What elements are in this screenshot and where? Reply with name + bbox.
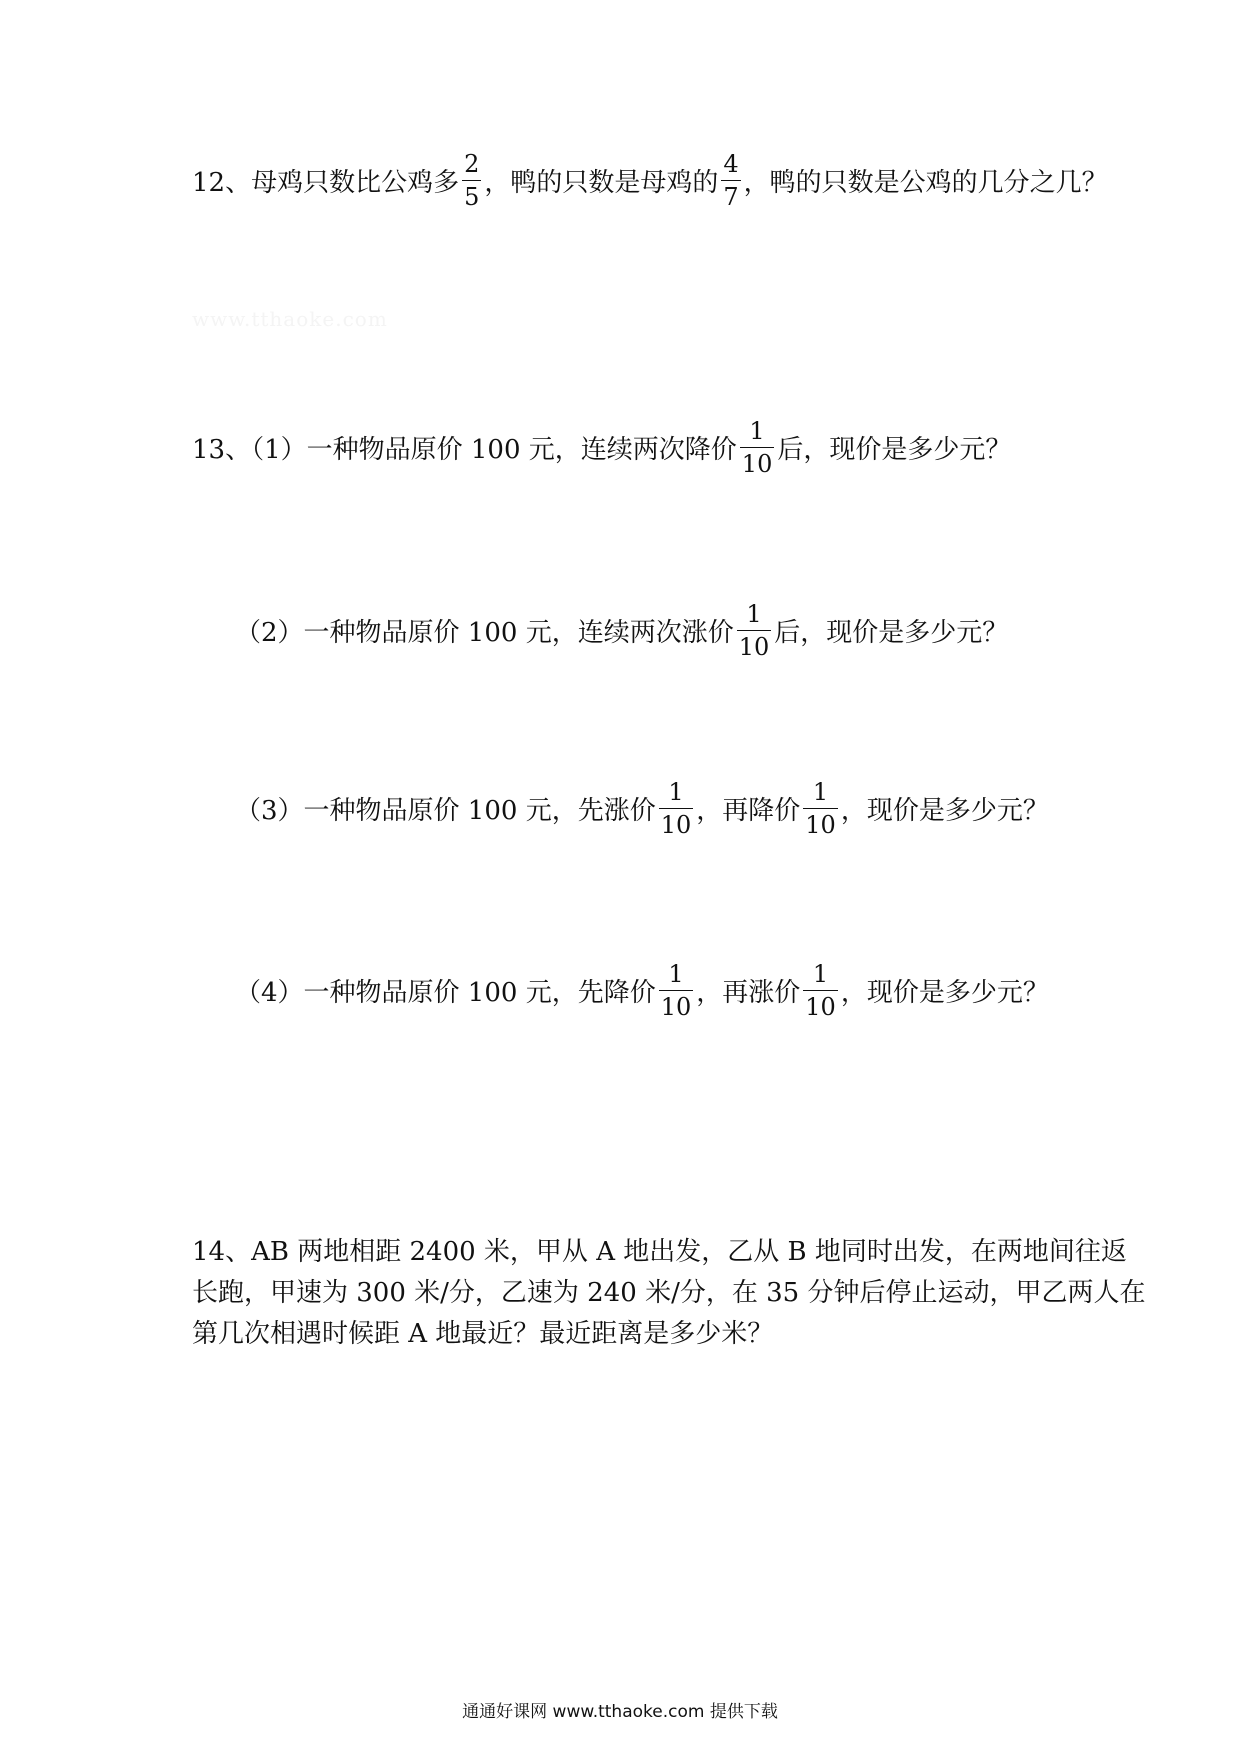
q14-line: 14、AB 两地相距 2400 米，甲从 A 地出发，乙从 B 地同时出发，在两地间往返 bbox=[192, 1237, 1127, 1267]
q13-3-text-1: （3）一种物品原价 100 元，先涨价 bbox=[235, 796, 656, 826]
fraction-denominator: 10 bbox=[738, 633, 770, 661]
fraction-2-5 bbox=[462, 152, 481, 209]
q13-4-text-1: （4）一种物品原价 100 元，先降价 bbox=[235, 978, 656, 1008]
question-12 bbox=[192, 152, 1108, 209]
q13-3-text-2: ，再降价 bbox=[696, 796, 801, 826]
fraction-numerator: 1 bbox=[668, 778, 684, 806]
fraction-denominator: 7 bbox=[723, 183, 739, 211]
fraction-1-10 bbox=[803, 962, 838, 1019]
q14-line: 长跑，甲速为 300 米/分，乙速为 240 米/分，在 35 分钟后停止运动，甲乙两人在 bbox=[192, 1278, 1146, 1308]
fraction-1-10 bbox=[659, 780, 694, 837]
fraction-numerator: 4 bbox=[723, 150, 739, 178]
q13-2-text-2: 后，现价是多少元？ bbox=[774, 618, 1009, 648]
fraction-4-7 bbox=[721, 152, 740, 209]
question-14 bbox=[192, 1232, 1146, 1355]
fraction-denominator: 10 bbox=[660, 811, 692, 839]
question-13-part-2 bbox=[235, 602, 1008, 659]
fraction-numerator: 2 bbox=[464, 150, 480, 178]
fraction-numerator: 1 bbox=[746, 600, 762, 628]
fraction-1-10 bbox=[659, 962, 694, 1019]
fraction-1-10 bbox=[740, 419, 775, 476]
q13-4-text-2: ，再涨价 bbox=[696, 978, 801, 1008]
q13-3-text-3: ，现价是多少元？ bbox=[840, 796, 1049, 826]
fraction-numerator: 1 bbox=[812, 960, 829, 988]
fraction-1-10 bbox=[737, 602, 772, 659]
q12-text-2: ，鸭的只数是母鸡的 bbox=[484, 168, 719, 198]
fraction-denominator: 10 bbox=[660, 993, 692, 1021]
q12-text-3: ，鸭的只数是公鸡的几分之几？ bbox=[743, 168, 1108, 198]
question-13-part-4 bbox=[235, 962, 1049, 1019]
page-footer: 通通好课网 www.tthaoke.com 提供下载 bbox=[462, 1702, 778, 1722]
q13-4-text-3: ，现价是多少元？ bbox=[840, 978, 1049, 1008]
fraction-1-10 bbox=[803, 780, 838, 837]
q14-line: 第几次相遇时候距 A 地最近？最近距离是多少米？ bbox=[192, 1319, 774, 1349]
fraction-numerator: 1 bbox=[668, 960, 684, 988]
faint-watermark: www.tthaoke.com bbox=[192, 307, 388, 331]
q13-1-text-2: 后，现价是多少元？ bbox=[777, 435, 1012, 465]
fraction-denominator: 10 bbox=[805, 993, 836, 1021]
fraction-numerator: 1 bbox=[812, 778, 829, 806]
fraction-numerator: 1 bbox=[749, 417, 765, 445]
question-13-part-3 bbox=[235, 780, 1049, 837]
q12-text-1: 12、母鸡只数比公鸡多 bbox=[192, 168, 460, 198]
q13-1-text-1: 13、（1）一种物品原价 100 元，连续两次降价 bbox=[192, 435, 737, 465]
fraction-denominator: 10 bbox=[805, 811, 836, 839]
fraction-denominator: 5 bbox=[464, 183, 480, 211]
question-13-part-1 bbox=[192, 419, 1011, 476]
q13-2-text-1: （2）一种物品原价 100 元，连续两次涨价 bbox=[235, 618, 734, 648]
fraction-denominator: 10 bbox=[741, 450, 773, 478]
